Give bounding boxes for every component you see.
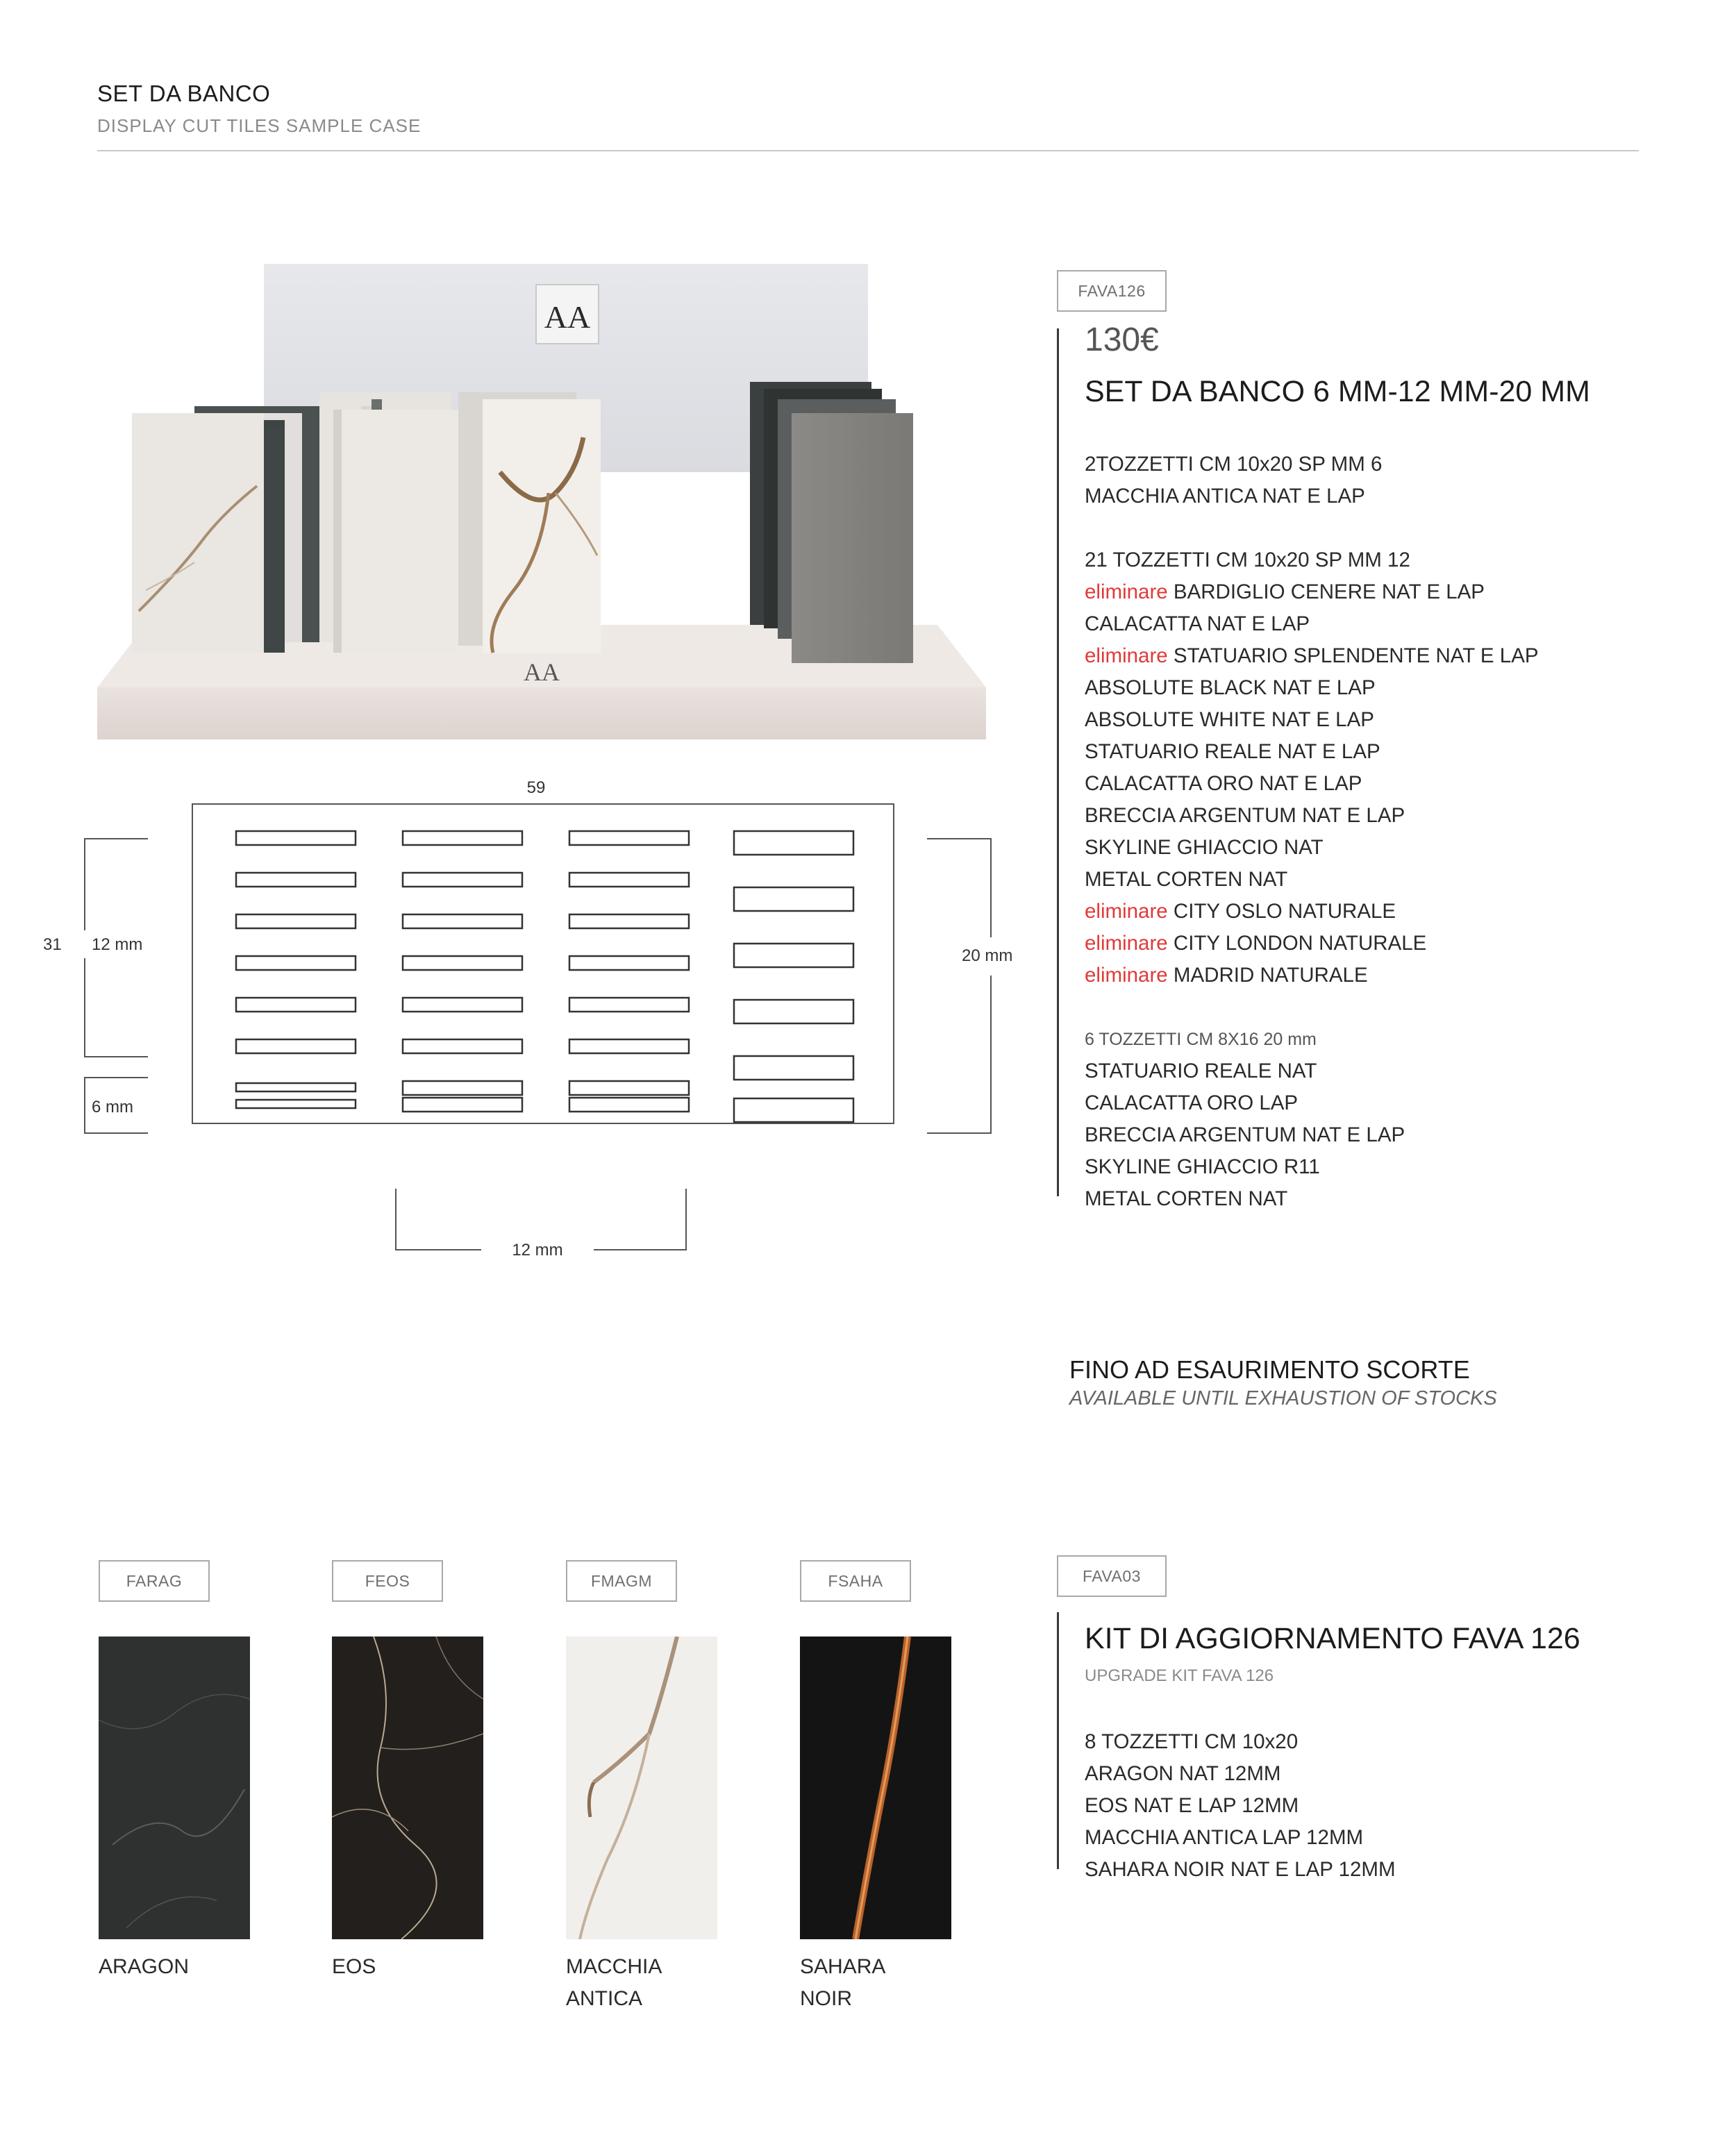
spec-line: ABSOLUTE WHITE NAT E LAP [1085,708,1374,731]
left-12mm-label: 12 mm [92,935,143,954]
swatch-macchia [566,1637,717,1939]
kit-spec-list [1085,1726,1396,1886]
product-photo [97,264,986,743]
swatch-code-sahara: FSAHA [800,1560,911,1602]
spec-line: SKYLINE GHIACCIO NAT [1085,836,1324,859]
page-title: SET DA BANCO [97,81,271,106]
spec-line: STATUARIO REALE NAT [1085,1060,1317,1082]
spec-line: eliminare CITY LONDON NATURALE [1085,932,1427,955]
remove-tag: eliminare [1085,900,1168,923]
spec-line: METAL CORTEN NAT [1085,1187,1288,1210]
remove-tag: eliminare [1085,964,1168,987]
spec-vertical-rule [1057,328,1059,1196]
swatch-code-eos: FEOS [332,1560,443,1602]
slot-grid [236,831,853,1122]
spec-line: 2TOZZETTI CM 10x20 SP MM 6 [1085,453,1383,476]
tray-outline [192,804,894,1123]
kit-subtitle: UPGRADE KIT FAVA 126 [1085,1666,1274,1685]
swatch-name-macchia: MACCHIA ANTICA [566,1955,662,2010]
svg-text:AA: AA [524,658,560,686]
spec-line: SKYLINE GHIACCIO R11 [1085,1155,1320,1178]
swatch-name-aragon: ARAGON [99,1955,190,1978]
kit-line: SAHARA NOIR NAT E LAP 12MM [1085,1858,1396,1881]
width-label: 59 [526,778,546,797]
kit-line: 8 TOZZETTI CM 10x20 [1085,1730,1299,1753]
spec-line: STATUARIO REALE NAT E LAP [1085,740,1380,763]
kit-code-box: FAVA03 [1057,1555,1167,1597]
product-price: 130€ [1085,321,1159,358]
stock-notice-title: FINO AD ESAURIMENTO SCORTE [1069,1355,1470,1384]
product-title: SET DA BANCO 6 MM-12 MM-20 MM [1085,375,1590,408]
swatch-code-aragon: FARAG [99,1560,210,1602]
spec-line: CALACATTA ORO LAP [1085,1091,1299,1114]
height-label: 31 [43,935,62,954]
swatch-name-sahara: SAHARA NOIR [800,1955,886,2010]
tray-dimension-diagram [28,764,1035,1298]
spec-heading: 6 TOZZETTI CM 8X16 20 mm [1085,1030,1317,1049]
kit-vertical-rule [1057,1612,1059,1869]
spec-line: MACCHIA ANTICA NAT E LAP [1085,485,1365,508]
stock-notice-subtitle: AVAILABLE UNTIL EXHAUSTION OF STOCKS [1069,1387,1497,1409]
kit-line: ARAGON NAT 12MM [1085,1762,1281,1785]
swatch-code-macchia: FMAGM [566,1560,677,1602]
swatch-eos [332,1637,483,1939]
page-subtitle: DISPLAY CUT TILES SAMPLE CASE [97,115,422,136]
remove-tag: eliminare [1085,644,1168,667]
header-divider [97,150,1639,151]
kit-line: MACCHIA ANTICA LAP 12MM [1085,1826,1364,1849]
swatch-sahara [800,1637,951,1939]
spec-line: eliminare MADRID NATURALE [1085,964,1368,987]
spec-line: CALACATTA NAT E LAP [1085,612,1310,635]
remove-tag: eliminare [1085,932,1168,955]
remove-tag: eliminare [1085,580,1168,603]
spec-line: ABSOLUTE BLACK NAT E LAP [1085,676,1376,699]
swatch-aragon [99,1637,250,1939]
spec-line: eliminare BARDIGLIO CENERE NAT E LAP [1085,580,1485,603]
spec-line: CALACATTA ORO NAT E LAP [1085,772,1362,795]
brand-logo-text: AA [544,299,591,335]
spec-line: BRECCIA ARGENTUM NAT E LAP [1085,804,1405,827]
spec-heading: 21 TOZZETTI CM 10x20 SP MM 12 [1085,549,1410,571]
kit-line: EOS NAT E LAP 12MM [1085,1794,1299,1817]
swatch-name-eos: EOS [332,1955,376,1978]
product-spec-list [1085,449,1539,1215]
spec-line: BRECCIA ARGENTUM NAT E LAP [1085,1123,1405,1146]
spec-line: METAL CORTEN NAT [1085,868,1288,891]
kit-title: KIT DI AGGIORNAMENTO FAVA 126 [1085,1622,1580,1655]
right-20mm-label: 20 mm [962,946,1013,965]
left-6mm-label: 6 mm [92,1098,133,1116]
spec-line: eliminare STATUARIO SPLENDENTE NAT E LAP [1085,644,1539,667]
product-code-box: FAVA126 [1057,270,1167,312]
bottom-12mm-label: 12 mm [512,1241,563,1259]
spec-line: eliminare CITY OSLO NATURALE [1085,900,1396,923]
